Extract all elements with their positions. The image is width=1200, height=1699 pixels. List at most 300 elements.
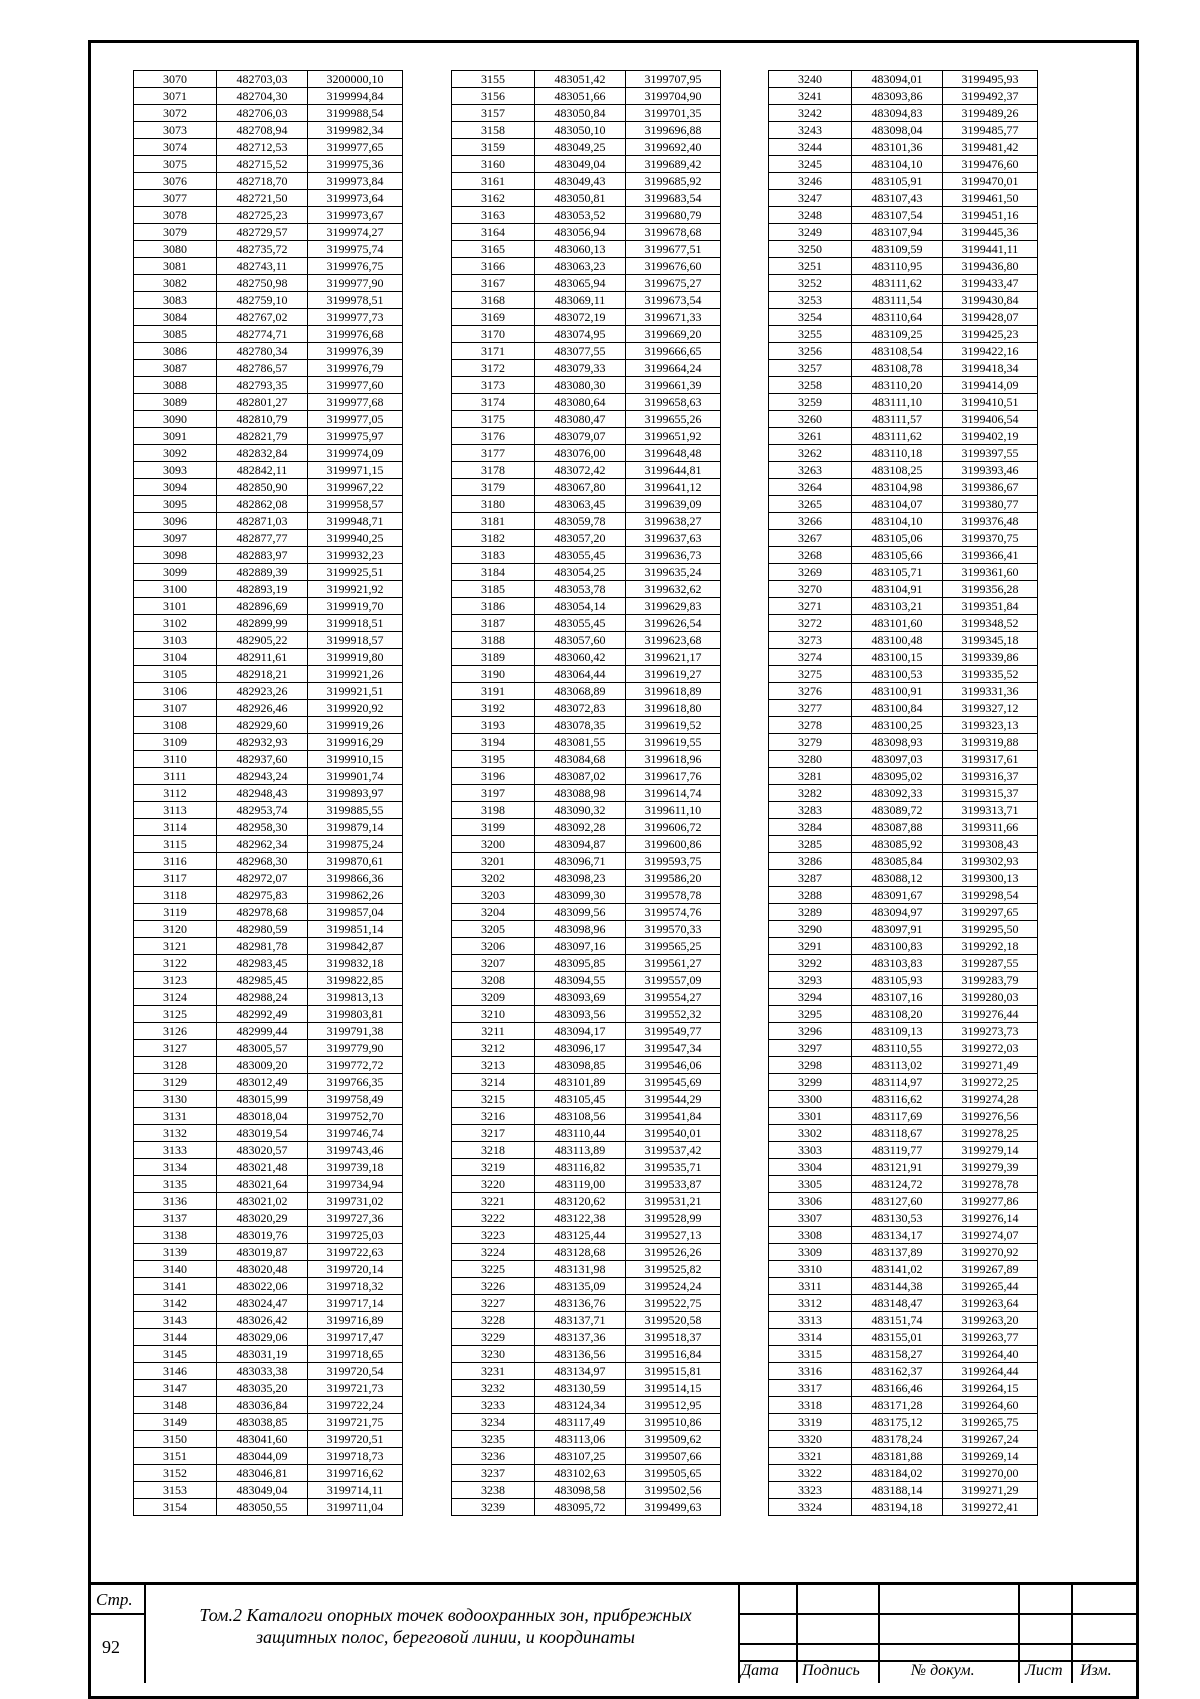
coordinate-y: 3199606,72 — [626, 819, 721, 836]
coordinate-y: 3199278,25 — [943, 1125, 1038, 1142]
table-row — [769, 1125, 1038, 1142]
coordinate-y: 3199544,29 — [626, 1091, 721, 1108]
point-number: 3286 — [769, 853, 852, 870]
coordinate-x: 483015,99 — [217, 1091, 308, 1108]
table-row — [134, 513, 403, 530]
point-number: 3168 — [452, 292, 535, 309]
coordinate-y: 3199319,88 — [943, 734, 1038, 751]
point-number: 3312 — [769, 1295, 852, 1312]
coordinate-x: 483116,62 — [852, 1091, 943, 1108]
table-row — [134, 343, 403, 360]
coordinate-y: 3199614,74 — [626, 785, 721, 802]
table-row — [769, 71, 1038, 88]
coordinate-x: 482953,74 — [217, 802, 308, 819]
table-row — [134, 1431, 403, 1448]
coordinate-y: 3199675,27 — [626, 275, 721, 292]
table-row — [452, 1057, 721, 1074]
coordinate-x: 483107,94 — [852, 224, 943, 241]
point-number: 3201 — [452, 853, 535, 870]
coordinate-y: 3199621,17 — [626, 649, 721, 666]
coordinate-x: 482780,34 — [217, 343, 308, 360]
point-number: 3078 — [134, 207, 217, 224]
coordinate-y: 3199570,33 — [626, 921, 721, 938]
table-row — [452, 1278, 721, 1295]
coordinate-y: 3199629,83 — [626, 598, 721, 615]
coordinate-x: 482923,26 — [217, 683, 308, 700]
point-number: 3304 — [769, 1159, 852, 1176]
coordinate-y: 3199445,36 — [943, 224, 1038, 241]
coordinate-x: 483121,91 — [852, 1159, 943, 1176]
coordinate-y: 3199727,36 — [308, 1210, 403, 1227]
point-number: 3305 — [769, 1176, 852, 1193]
coordinate-y: 3199919,80 — [308, 649, 403, 666]
table-row — [134, 768, 403, 785]
table-row — [452, 156, 721, 173]
coordinate-y: 3199418,34 — [943, 360, 1038, 377]
coordinate-x: 483012,49 — [217, 1074, 308, 1091]
coordinate-x: 483104,91 — [852, 581, 943, 598]
coordinate-y: 3199276,56 — [943, 1108, 1038, 1125]
point-number: 3107 — [134, 700, 217, 717]
table-row — [452, 717, 721, 734]
coordinate-x: 483108,20 — [852, 1006, 943, 1023]
coordinate-x: 483085,84 — [852, 853, 943, 870]
table-row — [769, 122, 1038, 139]
coordinate-x: 483024,47 — [217, 1295, 308, 1312]
point-number: 3170 — [452, 326, 535, 343]
point-number: 3278 — [769, 717, 852, 734]
point-number: 3094 — [134, 479, 217, 496]
stamp-col-change: Изм. — [1080, 1662, 1112, 1679]
coordinate-x: 483104,07 — [852, 496, 943, 513]
coordinate-y: 3199578,78 — [626, 887, 721, 904]
table-row — [769, 785, 1038, 802]
point-number: 3282 — [769, 785, 852, 802]
coordinate-y: 3199636,73 — [626, 547, 721, 564]
point-number: 3220 — [452, 1176, 535, 1193]
coordinate-y: 3199920,92 — [308, 700, 403, 717]
table-row — [134, 615, 403, 632]
coordinate-y: 3199264,44 — [943, 1363, 1038, 1380]
coordinate-x: 483107,25 — [535, 1448, 626, 1465]
point-number: 3298 — [769, 1057, 852, 1074]
coordinate-x: 483099,30 — [535, 887, 626, 904]
point-number: 3103 — [134, 632, 217, 649]
table-row — [134, 309, 403, 326]
point-number: 3187 — [452, 615, 535, 632]
coordinate-x: 483108,78 — [852, 360, 943, 377]
coordinate-x: 483100,91 — [852, 683, 943, 700]
table-row — [134, 292, 403, 309]
coordinate-y: 3199967,22 — [308, 479, 403, 496]
coordinate-x: 483151,74 — [852, 1312, 943, 1329]
coordinate-y: 3199639,09 — [626, 496, 721, 513]
point-number: 3119 — [134, 904, 217, 921]
table-row — [134, 870, 403, 887]
point-number: 3082 — [134, 275, 217, 292]
point-number: 3156 — [452, 88, 535, 105]
coordinate-y: 3199851,14 — [308, 921, 403, 938]
coordinate-table-1 — [133, 70, 403, 1516]
coordinate-y: 3199689,42 — [626, 156, 721, 173]
coordinate-y: 3199916,29 — [308, 734, 403, 751]
coordinate-y: 3199283,79 — [943, 972, 1038, 989]
coordinate-x: 483085,92 — [852, 836, 943, 853]
table-row — [452, 1465, 721, 1482]
point-number: 3108 — [134, 717, 217, 734]
point-number: 3227 — [452, 1295, 535, 1312]
coordinate-x: 482905,22 — [217, 632, 308, 649]
coordinate-x: 483124,34 — [535, 1397, 626, 1414]
coordinate-y: 3199311,66 — [943, 819, 1038, 836]
table-row — [452, 700, 721, 717]
point-number: 3175 — [452, 411, 535, 428]
point-number: 3132 — [134, 1125, 217, 1142]
point-number: 3309 — [769, 1244, 852, 1261]
coordinate-y: 3199988,54 — [308, 105, 403, 122]
coordinate-y: 3199502,56 — [626, 1482, 721, 1499]
point-number: 3248 — [769, 207, 852, 224]
point-number: 3249 — [769, 224, 852, 241]
coordinate-x: 482962,34 — [217, 836, 308, 853]
point-number: 3141 — [134, 1278, 217, 1295]
coordinate-x: 482948,43 — [217, 785, 308, 802]
table-row — [769, 598, 1038, 615]
stamp-col-sheet: Лист — [1025, 1662, 1063, 1679]
point-number: 3157 — [452, 105, 535, 122]
coordinate-x: 483021,02 — [217, 1193, 308, 1210]
coordinate-x: 482810,79 — [217, 411, 308, 428]
coordinate-y: 3199975,36 — [308, 156, 403, 173]
coordinate-x: 483046,81 — [217, 1465, 308, 1482]
table-row — [134, 428, 403, 445]
point-number: 3098 — [134, 547, 217, 564]
coordinate-y: 3199331,36 — [943, 683, 1038, 700]
point-number: 3177 — [452, 445, 535, 462]
coordinate-y: 3199766,35 — [308, 1074, 403, 1091]
coordinate-x: 483080,47 — [535, 411, 626, 428]
table-row — [452, 1142, 721, 1159]
table-row — [134, 666, 403, 683]
table-row — [134, 1397, 403, 1414]
table-row — [769, 1210, 1038, 1227]
point-number: 3073 — [134, 122, 217, 139]
point-number: 3142 — [134, 1295, 217, 1312]
coordinate-x: 483127,60 — [852, 1193, 943, 1210]
point-number: 3300 — [769, 1091, 852, 1108]
coordinate-y: 3199683,54 — [626, 190, 721, 207]
table-row — [134, 972, 403, 989]
coordinate-x: 483050,81 — [535, 190, 626, 207]
coordinate-x: 483099,56 — [535, 904, 626, 921]
point-number: 3271 — [769, 598, 852, 615]
table-row — [452, 1091, 721, 1108]
table-row — [134, 1040, 403, 1057]
coordinate-y: 3199977,73 — [308, 309, 403, 326]
coordinate-y: 3199940,25 — [308, 530, 403, 547]
coordinate-x: 483051,66 — [535, 88, 626, 105]
table-row — [134, 1414, 403, 1431]
coordinate-x: 483104,10 — [852, 513, 943, 530]
coordinate-y: 3199685,92 — [626, 173, 721, 190]
table-row — [452, 326, 721, 343]
point-number: 3274 — [769, 649, 852, 666]
point-number: 3250 — [769, 241, 852, 258]
table-row — [452, 1176, 721, 1193]
coordinate-y: 3199339,86 — [943, 649, 1038, 666]
point-number: 3072 — [134, 105, 217, 122]
coordinate-x: 483019,76 — [217, 1227, 308, 1244]
table-row — [452, 309, 721, 326]
table-row — [134, 1329, 403, 1346]
coordinate-y: 3199977,65 — [308, 139, 403, 156]
table-row — [134, 1074, 403, 1091]
coordinate-y: 3199919,70 — [308, 598, 403, 615]
point-number: 3183 — [452, 547, 535, 564]
coordinate-y: 3199272,25 — [943, 1074, 1038, 1091]
table-row — [134, 1006, 403, 1023]
coordinate-y: 3199842,87 — [308, 938, 403, 955]
coordinate-x: 483022,06 — [217, 1278, 308, 1295]
table-row — [452, 972, 721, 989]
coordinate-y: 3199264,60 — [943, 1397, 1038, 1414]
coordinate-y: 3199901,74 — [308, 768, 403, 785]
coordinate-x: 483109,25 — [852, 326, 943, 343]
coordinate-x: 483114,97 — [852, 1074, 943, 1091]
coordinate-y: 3199593,75 — [626, 853, 721, 870]
point-number: 3212 — [452, 1040, 535, 1057]
table-row — [452, 343, 721, 360]
coordinate-x: 483148,47 — [852, 1295, 943, 1312]
coordinate-x: 483029,06 — [217, 1329, 308, 1346]
coordinate-y: 3199658,63 — [626, 394, 721, 411]
coordinate-x: 483107,16 — [852, 989, 943, 1006]
table-row — [769, 428, 1038, 445]
point-number: 3113 — [134, 802, 217, 819]
coordinate-x: 483095,72 — [535, 1499, 626, 1516]
point-number: 3214 — [452, 1074, 535, 1091]
table-row — [134, 496, 403, 513]
table-row — [769, 1074, 1038, 1091]
coordinate-y: 3199351,84 — [943, 598, 1038, 615]
coordinate-y: 3199313,71 — [943, 802, 1038, 819]
table-row — [452, 1040, 721, 1057]
coordinate-x: 482988,24 — [217, 989, 308, 1006]
coordinate-y: 3199704,90 — [626, 88, 721, 105]
coordinate-y: 3199918,51 — [308, 615, 403, 632]
coordinate-x: 483101,89 — [535, 1074, 626, 1091]
point-number: 3149 — [134, 1414, 217, 1431]
coordinate-y: 3199461,50 — [943, 190, 1038, 207]
table-row — [134, 819, 403, 836]
coordinate-y: 3199272,41 — [943, 1499, 1038, 1516]
coordinate-x: 483117,69 — [852, 1108, 943, 1125]
coordinate-y: 3199619,27 — [626, 666, 721, 683]
point-number: 3184 — [452, 564, 535, 581]
table-row — [452, 683, 721, 700]
coordinate-x: 483108,25 — [852, 462, 943, 479]
point-number: 3239 — [452, 1499, 535, 1516]
coordinate-x: 482896,69 — [217, 598, 308, 615]
point-number: 3105 — [134, 666, 217, 683]
point-number: 3122 — [134, 955, 217, 972]
table-row — [452, 479, 721, 496]
coordinate-x: 483054,25 — [535, 564, 626, 581]
table-row — [452, 1125, 721, 1142]
coordinate-x: 482721,50 — [217, 190, 308, 207]
coordinate-x: 483155,01 — [852, 1329, 943, 1346]
coordinate-x: 482708,94 — [217, 122, 308, 139]
coordinate-y: 3199546,06 — [626, 1057, 721, 1074]
table-row — [134, 649, 403, 666]
point-number: 3172 — [452, 360, 535, 377]
coordinate-x: 483019,87 — [217, 1244, 308, 1261]
point-number: 3320 — [769, 1431, 852, 1448]
coordinate-x: 483100,53 — [852, 666, 943, 683]
table-row — [769, 479, 1038, 496]
point-number: 3289 — [769, 904, 852, 921]
point-number: 3259 — [769, 394, 852, 411]
coordinate-y: 3199644,81 — [626, 462, 721, 479]
coordinate-x: 483087,88 — [852, 819, 943, 836]
table-row — [134, 1210, 403, 1227]
coordinate-x: 482937,60 — [217, 751, 308, 768]
point-number: 3263 — [769, 462, 852, 479]
coordinate-y: 3199976,68 — [308, 326, 403, 343]
table-row — [134, 632, 403, 649]
coordinate-x: 483055,45 — [535, 615, 626, 632]
point-number: 3211 — [452, 1023, 535, 1040]
coordinate-y: 3199393,46 — [943, 462, 1038, 479]
document-title-line-2: защитных полос, береговой линии, и координаты — [256, 1627, 635, 1647]
coordinate-x: 483144,38 — [852, 1278, 943, 1295]
coordinate-y: 3199509,62 — [626, 1431, 721, 1448]
table-row — [134, 887, 403, 904]
point-number: 3308 — [769, 1227, 852, 1244]
point-number: 3293 — [769, 972, 852, 989]
coordinate-y: 3199813,13 — [308, 989, 403, 1006]
coordinate-x: 483093,69 — [535, 989, 626, 1006]
table-row — [769, 649, 1038, 666]
table-row — [452, 581, 721, 598]
point-number: 3257 — [769, 360, 852, 377]
coordinate-y: 3199402,19 — [943, 428, 1038, 445]
coordinate-y: 3199637,63 — [626, 530, 721, 547]
point-number: 3109 — [134, 734, 217, 751]
table-row — [452, 1329, 721, 1346]
point-number: 3217 — [452, 1125, 535, 1142]
coordinate-y: 3199977,68 — [308, 394, 403, 411]
coordinate-y: 3199720,51 — [308, 1431, 403, 1448]
point-number: 3176 — [452, 428, 535, 445]
coordinate-y: 3199586,20 — [626, 870, 721, 887]
coordinate-y: 3199526,26 — [626, 1244, 721, 1261]
table-row — [769, 1397, 1038, 1414]
coordinate-y: 3199664,24 — [626, 360, 721, 377]
coordinate-y: 3199716,89 — [308, 1312, 403, 1329]
table-row — [134, 1295, 403, 1312]
table-row — [452, 139, 721, 156]
coordinate-x: 483194,18 — [852, 1499, 943, 1516]
table-row — [452, 1210, 721, 1227]
coordinate-x: 482793,35 — [217, 377, 308, 394]
table-row — [769, 530, 1038, 547]
coordinate-y: 3199489,26 — [943, 105, 1038, 122]
point-number: 3221 — [452, 1193, 535, 1210]
coordinate-x: 483178,24 — [852, 1431, 943, 1448]
point-number: 3123 — [134, 972, 217, 989]
coordinate-x: 483119,77 — [852, 1142, 943, 1159]
coordinate-x: 483081,55 — [535, 734, 626, 751]
point-number: 3144 — [134, 1329, 217, 1346]
coordinate-y: 3199327,12 — [943, 700, 1038, 717]
coordinate-x: 483130,59 — [535, 1380, 626, 1397]
coordinate-x: 483125,44 — [535, 1227, 626, 1244]
point-number: 3260 — [769, 411, 852, 428]
table-row — [134, 530, 403, 547]
coordinate-x: 483107,43 — [852, 190, 943, 207]
point-number: 3210 — [452, 1006, 535, 1023]
table-row — [769, 1159, 1038, 1176]
coordinate-x: 483050,10 — [535, 122, 626, 139]
table-row — [134, 1108, 403, 1125]
table-row — [769, 904, 1038, 921]
table-row — [134, 1057, 403, 1074]
coordinate-y: 3199518,37 — [626, 1329, 721, 1346]
point-number: 3323 — [769, 1482, 852, 1499]
coordinate-y: 3199978,51 — [308, 292, 403, 309]
coordinate-x: 483068,89 — [535, 683, 626, 700]
point-number: 3189 — [452, 649, 535, 666]
coordinate-x: 483050,55 — [217, 1499, 308, 1516]
coordinate-x: 483074,95 — [535, 326, 626, 343]
coordinate-x: 483095,02 — [852, 768, 943, 785]
coordinate-y: 3199554,27 — [626, 989, 721, 1006]
coordinate-x: 483134,17 — [852, 1227, 943, 1244]
coordinate-x: 483122,38 — [535, 1210, 626, 1227]
table-row — [452, 71, 721, 88]
coordinate-x: 483021,48 — [217, 1159, 308, 1176]
coordinate-y: 3199441,11 — [943, 241, 1038, 258]
coordinate-y: 3199661,39 — [626, 377, 721, 394]
table-row — [452, 1023, 721, 1040]
coordinate-y: 3199918,57 — [308, 632, 403, 649]
coordinate-x: 483041,60 — [217, 1431, 308, 1448]
coordinate-y: 3199862,26 — [308, 887, 403, 904]
coordinate-y: 3199619,55 — [626, 734, 721, 751]
table-row — [452, 734, 721, 751]
point-number: 3268 — [769, 547, 852, 564]
table-row — [769, 343, 1038, 360]
coordinate-x: 482911,61 — [217, 649, 308, 666]
coordinate-y: 3199557,09 — [626, 972, 721, 989]
point-number: 3218 — [452, 1142, 535, 1159]
point-number: 3215 — [452, 1091, 535, 1108]
coordinate-y: 3199430,84 — [943, 292, 1038, 309]
point-number: 3284 — [769, 819, 852, 836]
coordinate-x: 482801,27 — [217, 394, 308, 411]
table-row — [452, 1295, 721, 1312]
stamp-col-date: Дата — [741, 1662, 779, 1679]
coordinate-y: 3199533,87 — [626, 1176, 721, 1193]
stamp-col-document: № докум. — [911, 1662, 975, 1679]
point-number: 3169 — [452, 309, 535, 326]
point-number: 3252 — [769, 275, 852, 292]
coordinate-x: 483090,32 — [535, 802, 626, 819]
table-row — [769, 751, 1038, 768]
coordinate-y: 3199632,62 — [626, 581, 721, 598]
coordinate-y: 3199510,86 — [626, 1414, 721, 1431]
